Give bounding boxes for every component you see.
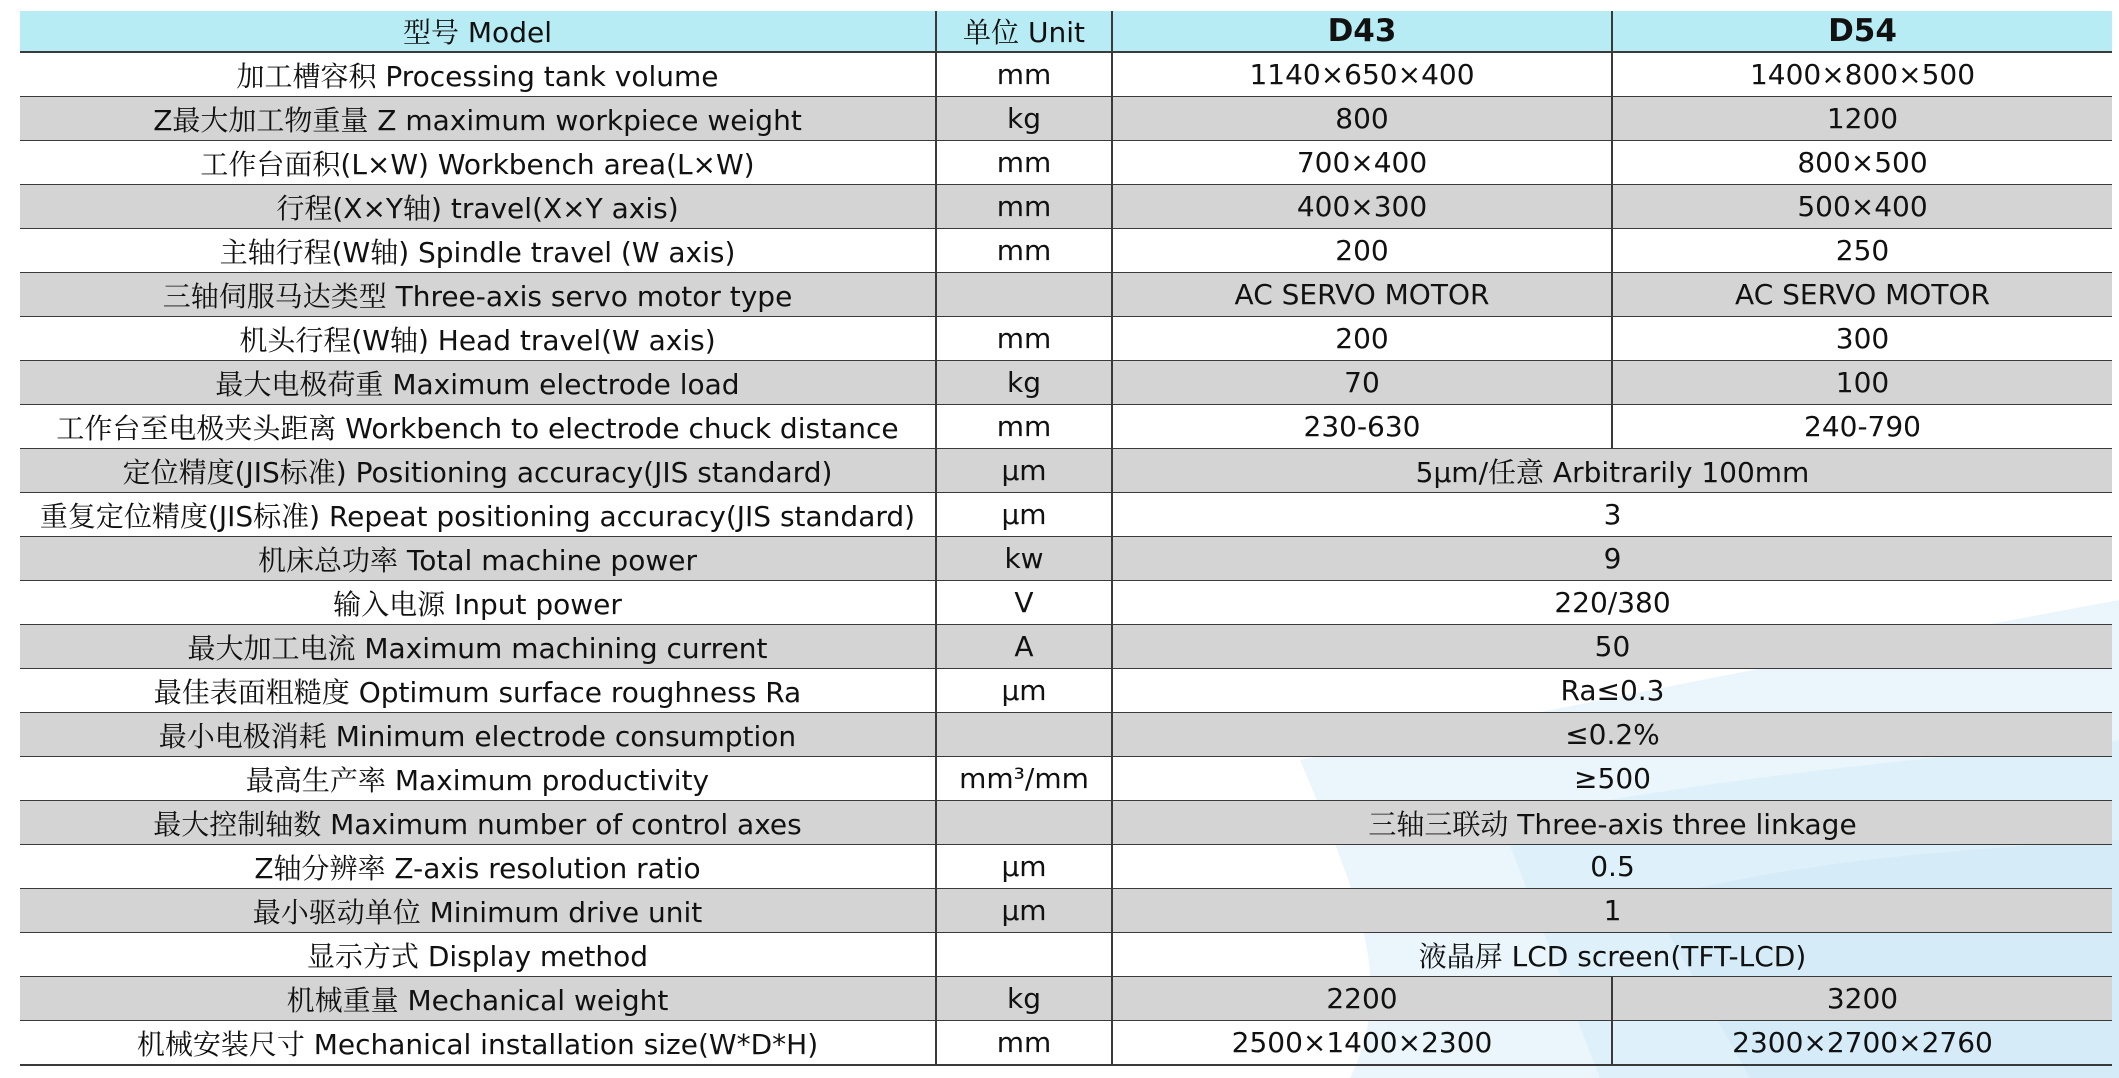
- spec-value-d54-cell: 240-790: [1612, 405, 2112, 449]
- spec-unit-cell: kg: [936, 97, 1112, 141]
- table-row: [20, 52, 2112, 97]
- spec-value-d54-cell: 800×500: [1612, 141, 2112, 185]
- spec-name-cell: 最小驱动单位 Minimum drive unit: [20, 889, 936, 933]
- table-row: [20, 977, 2112, 1021]
- spec-unit-cell: μm: [936, 493, 1112, 537]
- spec-name-cell: 显示方式 Display method: [20, 933, 936, 977]
- spec-value-shared-cell: ≥500: [1112, 757, 2112, 801]
- spec-value-shared-cell: 5μm/任意 Arbitrarily 100mm: [1112, 449, 2112, 493]
- spec-value-d54-cell: 2300×2700×2760: [1612, 1021, 2112, 1066]
- spec-unit-cell: A: [936, 625, 1112, 669]
- spec-unit-cell: mm: [936, 317, 1112, 361]
- spec-value-d54-cell: 100: [1612, 361, 2112, 405]
- spec-unit-cell: mm³/mm: [936, 757, 1112, 801]
- spec-value-shared-cell: 1: [1112, 889, 2112, 933]
- table-row: [20, 185, 2112, 229]
- spec-value-d43-cell: 1140×650×400: [1112, 52, 1612, 97]
- spec-name-cell: Z最大加工物重量 Z maximum workpiece weight: [20, 97, 936, 141]
- spec-name-cell: 重复定位精度(JIS标准) Repeat positioning accuracy(JIS standard): [20, 493, 936, 537]
- spec-value-d43-cell: 230-630: [1112, 405, 1612, 449]
- spec-name-cell: Z轴分辨率 Z-axis resolution ratio: [20, 845, 936, 889]
- table-row: [20, 757, 2112, 801]
- table-row: [20, 1021, 2112, 1066]
- spec-name-cell: 工作台至电极夹头距离 Workbench to electrode chuck distance: [20, 405, 936, 449]
- spec-value-d43-cell: 800: [1112, 97, 1612, 141]
- spec-value-d43-cell: 700×400: [1112, 141, 1612, 185]
- spec-table: [20, 11, 2112, 1066]
- spec-name-cell: 机床总功率 Total machine power: [20, 537, 936, 581]
- table-row: [20, 229, 2112, 273]
- spec-value-d43-cell: 2200: [1112, 977, 1612, 1021]
- spec-value-d43-cell: 200: [1112, 317, 1612, 361]
- spec-unit-cell: mm: [936, 141, 1112, 185]
- table-row: [20, 97, 2112, 141]
- spec-name-cell: 三轴伺服马达类型 Three-axis servo motor type: [20, 273, 936, 317]
- spec-value-d43-cell: AC SERVO MOTOR: [1112, 273, 1612, 317]
- spec-value-d54-cell: 1200: [1612, 97, 2112, 141]
- spec-name-cell: 最大加工电流 Maximum machining current: [20, 625, 936, 669]
- spec-value-shared-cell: 三轴三联动 Three-axis three linkage: [1112, 801, 2112, 845]
- spec-name-cell: 最大控制轴数 Maximum number of control axes: [20, 801, 936, 845]
- spec-name-cell: 主轴行程(W轴) Spindle travel (W axis): [20, 229, 936, 273]
- spec-value-d43-cell: 70: [1112, 361, 1612, 405]
- spec-unit-cell: μm: [936, 669, 1112, 713]
- header-model-d54: D54: [1612, 11, 2112, 52]
- table-row: [20, 889, 2112, 933]
- spec-value-shared-cell: 液晶屏 LCD screen(TFT-LCD): [1112, 933, 2112, 977]
- table-row: [20, 933, 2112, 977]
- spec-name-cell: 机头行程(W轴) Head travel(W axis): [20, 317, 936, 361]
- spec-unit-cell: [936, 801, 1112, 845]
- spec-value-d54-cell: 3200: [1612, 977, 2112, 1021]
- spec-name-cell: 最佳表面粗糙度 Optimum surface roughness Ra: [20, 669, 936, 713]
- spec-unit-cell: V: [936, 581, 1112, 625]
- table-row: [20, 317, 2112, 361]
- table-row: [20, 405, 2112, 449]
- spec-value-d54-cell: 300: [1612, 317, 2112, 361]
- spec-unit-cell: μm: [936, 889, 1112, 933]
- spec-unit-cell: mm: [936, 52, 1112, 97]
- spec-value-shared-cell: 220/380: [1112, 581, 2112, 625]
- table-row: [20, 801, 2112, 845]
- spec-unit-cell: [936, 273, 1112, 317]
- header-model: 型号 Model: [20, 11, 936, 52]
- spec-value-shared-cell: 0.5: [1112, 845, 2112, 889]
- spec-table-body: [20, 52, 2112, 1065]
- spec-unit-cell: μm: [936, 449, 1112, 493]
- table-row: [20, 581, 2112, 625]
- spec-value-shared-cell: 3: [1112, 493, 2112, 537]
- header-unit: 单位 Unit: [936, 11, 1112, 52]
- table-row: [20, 141, 2112, 185]
- spec-name-cell: 机械重量 Mechanical weight: [20, 977, 936, 1021]
- spec-name-cell: 行程(X×Y轴) travel(X×Y axis): [20, 185, 936, 229]
- table-row: [20, 537, 2112, 581]
- spec-name-cell: 工作台面积(L×W) Workbench area(L×W): [20, 141, 936, 185]
- table-row: [20, 845, 2112, 889]
- table-row: [20, 273, 2112, 317]
- spec-unit-cell: mm: [936, 1021, 1112, 1066]
- spec-unit-cell: kg: [936, 361, 1112, 405]
- spec-value-d43-cell: 2500×1400×2300: [1112, 1021, 1612, 1066]
- spec-name-cell: 最高生产率 Maximum productivity: [20, 757, 936, 801]
- spec-unit-cell: mm: [936, 405, 1112, 449]
- spec-value-d54-cell: 500×400: [1612, 185, 2112, 229]
- spec-unit-cell: [936, 713, 1112, 757]
- spec-value-d43-cell: 200: [1112, 229, 1612, 273]
- header-model-d43: D43: [1112, 11, 1612, 52]
- spec-unit-cell: kg: [936, 977, 1112, 1021]
- spec-name-cell: 最大电极荷重 Maximum electrode load: [20, 361, 936, 405]
- spec-value-shared-cell: ≤0.2%: [1112, 713, 2112, 757]
- spec-unit-cell: kw: [936, 537, 1112, 581]
- spec-unit-cell: μm: [936, 845, 1112, 889]
- table-row: [20, 493, 2112, 537]
- spec-name-cell: 加工槽容积 Processing tank volume: [20, 52, 936, 97]
- table-row: [20, 449, 2112, 493]
- spec-value-d43-cell: 400×300: [1112, 185, 1612, 229]
- table-row: [20, 669, 2112, 713]
- spec-name-cell: 机械安装尺寸 Mechanical installation size(W*D*H): [20, 1021, 936, 1066]
- spec-unit-cell: mm: [936, 185, 1112, 229]
- spec-name-cell: 输入电源 Input power: [20, 581, 936, 625]
- spec-value-d54-cell: AC SERVO MOTOR: [1612, 273, 2112, 317]
- spec-name-cell: 最小电极消耗 Minimum electrode consumption: [20, 713, 936, 757]
- spec-value-shared-cell: 50: [1112, 625, 2112, 669]
- table-header-row: [20, 11, 2112, 52]
- spec-value-shared-cell: Ra≤0.3: [1112, 669, 2112, 713]
- spec-name-cell: 定位精度(JIS标准) Positioning accuracy(JIS standard): [20, 449, 936, 493]
- spec-value-shared-cell: 9: [1112, 537, 2112, 581]
- spec-value-d54-cell: 250: [1612, 229, 2112, 273]
- spec-unit-cell: [936, 933, 1112, 977]
- table-row: [20, 361, 2112, 405]
- spec-unit-cell: mm: [936, 229, 1112, 273]
- table-row: [20, 625, 2112, 669]
- spec-value-d54-cell: 1400×800×500: [1612, 52, 2112, 97]
- table-row: [20, 713, 2112, 757]
